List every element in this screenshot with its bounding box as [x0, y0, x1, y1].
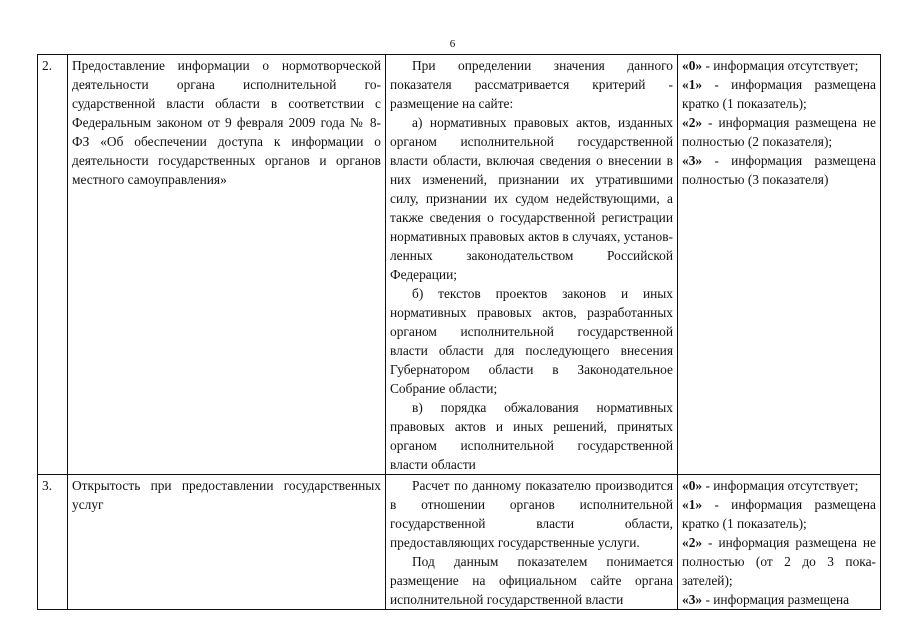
- criterion-key: «2»: [682, 115, 703, 130]
- criterion-key: «3»: [682, 592, 703, 607]
- page-number: 6: [449, 38, 456, 50]
- row-number-cell: [38, 475, 68, 610]
- indicator-name-cell: [68, 55, 386, 475]
- criterion-text: - информация отсутствует;: [702, 478, 859, 493]
- criterion-key: «2»: [682, 535, 703, 550]
- table-row: [38, 475, 881, 610]
- criterion-item: [682, 113, 876, 151]
- description-paragraph: б) текстов проектов законов и иных нормативных правовых актов, разработанных органом исполнительной государственной власти области для последующего внесения Губернатором области в Законодательное Собрание области;: [390, 286, 673, 396]
- criterion-text: - информация размещена не полностью (2 показателя);: [682, 115, 876, 149]
- row-number: 2.: [42, 58, 53, 73]
- description-paragraph: Расчет по данному показателю производится в отношении органов исполнительной государственной власти области, предоставляющих государственные услуги.: [390, 478, 673, 550]
- description-paragraph: а) нормативных правовых актов, изданных органом исполнительной государственной власти области, включая сведения о внесении в них изменений, признании их утратившими силу, признании их судом недействующими, а также сведения о государственной регистрации нормативных правовых актов в случаях, установленных законодательством Российской Федерации;: [390, 115, 673, 282]
- criterion-key: «1»: [682, 77, 703, 92]
- indicator-description-cell: [386, 475, 678, 610]
- criterion-item: [682, 533, 876, 590]
- criterion-key: «3»: [682, 153, 703, 168]
- criterion-key: «1»: [682, 497, 703, 512]
- criterion-text: - информация размещена полностью (3 показателя): [682, 153, 876, 187]
- description-paragraph: Под данным показателем понимается размещение на официальном сайте органа исполнительной государственной власти: [390, 554, 673, 607]
- criterion-item: [682, 151, 876, 189]
- description-paragraph: При определении значения данного показателя рассматривается критерий - размещение на сайте:: [390, 58, 673, 111]
- indicator-name-cell: [68, 475, 386, 610]
- criteria-cell: [678, 55, 881, 475]
- criterion-item: [682, 495, 876, 533]
- table-row: [38, 55, 881, 475]
- criterion-key: «0»: [682, 478, 703, 493]
- indicator-name: Открытость при предоставлении государственных услуг: [72, 478, 381, 512]
- indicator-name: Предоставление информации о нормотворческой деятельности органа исполнительной государственной власти области в соответствии с Федеральным законом от 9 февраля 2009 года № 8-ФЗ «Об обеспечении доступа к информации о деятельности государственных органов и органов местного самоуправления»: [72, 58, 381, 187]
- row-number: 3.: [42, 478, 53, 493]
- criterion-item: [682, 56, 876, 75]
- criterion-item: [682, 476, 876, 495]
- description-paragraph: в) порядка обжалования нормативных правовых актов и иных решений, принятых органом исполнительной государственной власти области: [390, 400, 673, 472]
- criteria-cell: [678, 475, 881, 610]
- indicators-table: [37, 54, 881, 610]
- criterion-text: - информация размещена кратко (1 показатель);: [682, 77, 876, 111]
- row-number-cell: [38, 55, 68, 475]
- criterion-text: - информация отсутствует;: [702, 58, 859, 73]
- indicator-description-cell: [386, 55, 678, 475]
- criterion-text: - информация размещена не полностью (от 2 до 3 показателей);: [682, 535, 876, 588]
- criterion-key: «0»: [682, 58, 703, 73]
- criterion-item: [682, 590, 876, 609]
- criterion-item: [682, 75, 876, 113]
- criterion-text: - информация размещена: [702, 592, 850, 607]
- criterion-text: - информация размещена кратко (1 показатель);: [682, 497, 876, 531]
